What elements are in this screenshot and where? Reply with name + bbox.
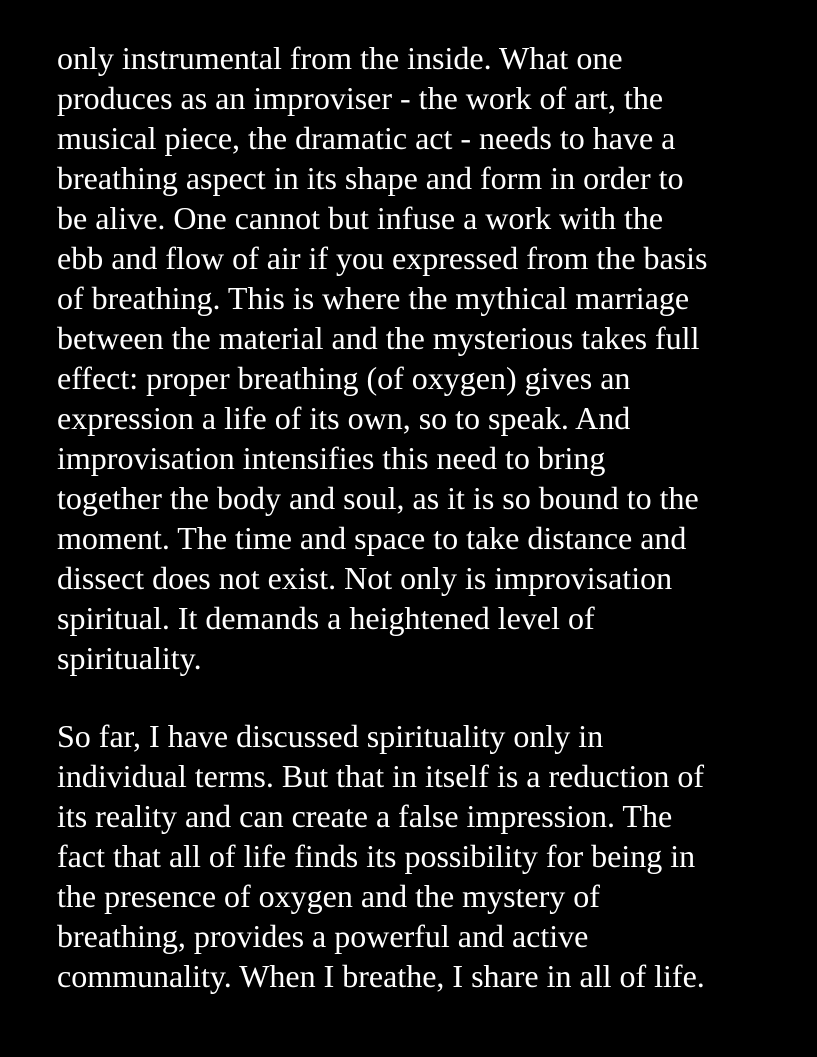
text-line: improvisation intensifies this need to bring xyxy=(57,440,606,476)
text-line: together the body and soul, as it is so bound to the xyxy=(57,480,699,516)
text-line: be alive. One cannot but infuse a work with the xyxy=(57,200,664,236)
text-line: communality. When I breathe, I share in all of life. xyxy=(57,958,705,994)
paragraph xyxy=(57,38,707,678)
text-line: So far, I have discussed spirituality only in xyxy=(57,718,604,754)
text-line: breathing, provides a powerful and active xyxy=(57,918,589,954)
text-line: its reality and can create a false impression. The xyxy=(57,798,673,834)
text-line: musical piece, the dramatic act - needs to have a xyxy=(57,120,676,156)
text-line: of breathing. This is where the mythical marriage xyxy=(57,280,690,316)
text-line: between the material and the mysterious takes full xyxy=(57,320,700,356)
text-line: spiritual. It demands a heightened level of xyxy=(57,600,595,636)
paragraph xyxy=(57,716,705,996)
text-line: produces as an improviser - the work of art, the xyxy=(57,80,664,116)
text-line: only instrumental from the inside. What one xyxy=(57,40,623,76)
text-line: fact that all of life finds its possibility for being in xyxy=(57,838,696,874)
text-line: moment. The time and space to take distance and xyxy=(57,520,687,556)
text-line: spirituality. xyxy=(57,640,202,676)
text-line: ebb and flow of air if you expressed from the basis xyxy=(57,240,708,276)
text-line: dissect does not exist. Not only is improvisation xyxy=(57,560,673,596)
text-line: effect: proper breathing (of oxygen) gives an xyxy=(57,360,631,396)
text-line: the presence of oxygen and the mystery of xyxy=(57,878,600,914)
text-line: expression a life of its own, so to speak. And xyxy=(57,400,631,436)
text-line: breathing aspect in its shape and form in order to xyxy=(57,160,684,196)
text-line: individual terms. But that in itself is a reduction of xyxy=(57,758,704,794)
